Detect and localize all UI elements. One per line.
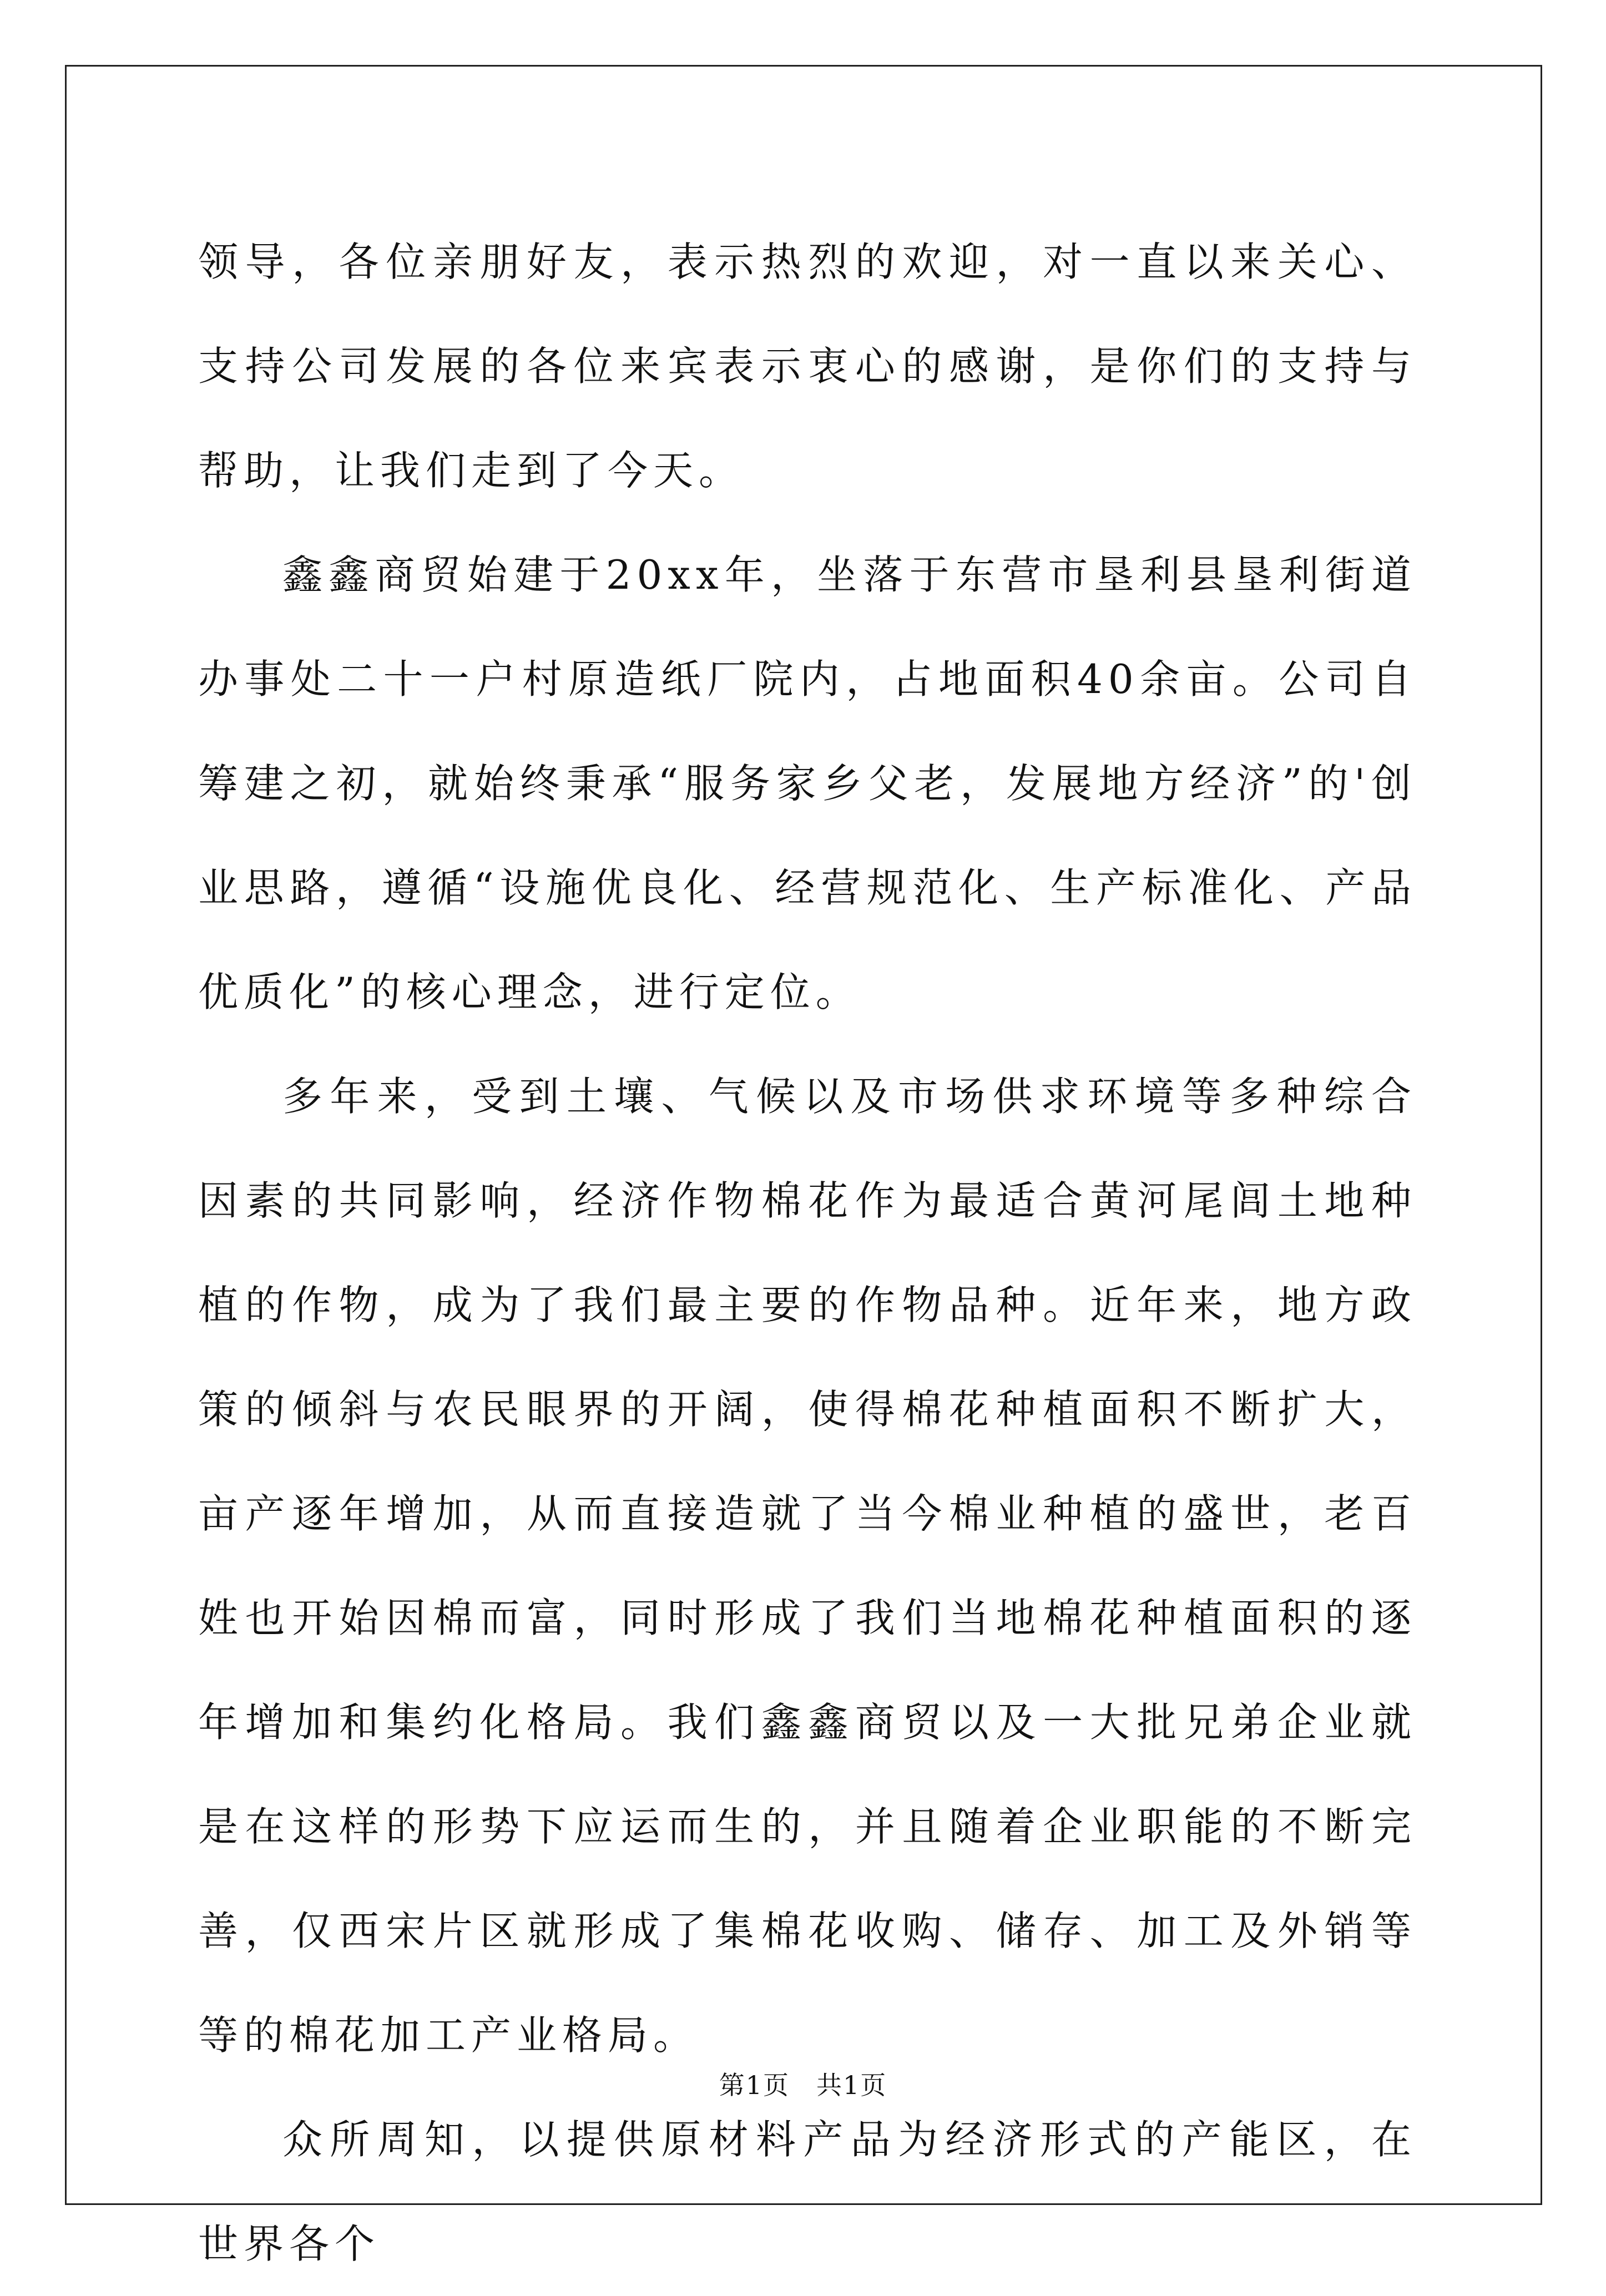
paragraph-2: 鑫鑫商贸始建于20xx年，坐落于东营市垦利县垦利街道办事处二十一户村原造纸厂院内，占地面积40余亩。公司自筹建之初，就始终秉承“服务家乡父老，发展地方经济”的'创业思路，遵循“设施优良化、经营规范化、生产标准化、产品优质化”的核心理念，进行定位。: [198, 552, 1417, 1015]
paragraph-1: 领导，各位亲朋好友，表示热烈的欢迎，对一直以来关心、支持公司发展的各位来宾表示衷心的感谢，是你们的支持与帮助，让我们走到了今天。: [198, 239, 1417, 494]
paragraph-3: 多年来，受到土壤、气候以及市场供求环境等多种综合因素的共同影响，经济作物棉花作为最适合黄河尾闾土地种植的作物，成为了我们最主要的作物品种。近年来，地方政策的倾斜与农民眼界的开阔，使得棉花种植面积不断扩大，亩产逐年增加，从而直接造就了当今棉业种植的盛世，老百姓也开始因棉而富，同时形成了我们当地棉花种植面积的逐年增加和集约化格局。我们鑫鑫商贸以及一大批兄弟企业就是在这样的形势下应运而生的，并且随着企业职能的不断完善，仅西宋片区就形成了集棉花收购、储存、加工及外销等等的棉花加工产业格局。: [198, 1073, 1417, 2059]
page-footer: 第1页 共1页: [719, 2070, 887, 2100]
document-body: [198, 210, 1417, 2296]
paragraph-4: 众所周知，以提供原材料产品为经济形式的产能区，在世界各个: [198, 2116, 1417, 2267]
